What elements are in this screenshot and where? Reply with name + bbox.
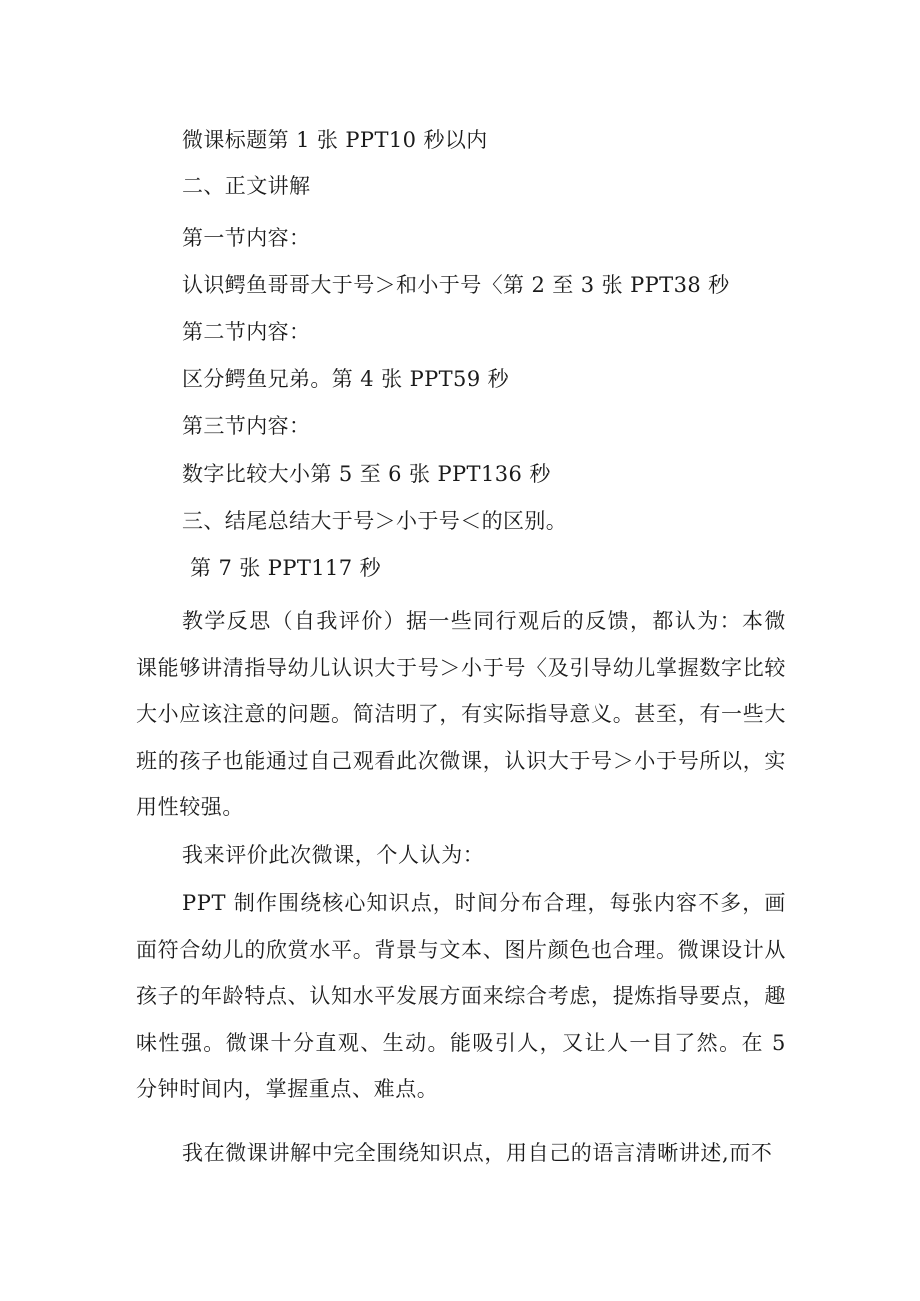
part2-label: 第二节内容： <box>182 320 311 344</box>
evaluation-intro-paragraph: 我来评价此次微课，个人认为： <box>182 843 485 867</box>
final-partial-paragraph: 我在微课讲解中完全围绕知识点，用自己的语言清晰讲述,而不 <box>182 1141 773 1165</box>
part2-text: 区分鳄鱼兄弟。第 4 张 PPT59 秒 <box>182 367 510 391</box>
part3-text: 数字比较大小第 5 至 6 张 PPT136 秒 <box>182 462 551 486</box>
section-heading: 二、正文讲解 <box>182 174 311 198</box>
ppt-evaluation-paragraph: PPT 制作围绕核心知识点，时间分布合理，每张内容不多，画面符合幼儿的欣赏水平。背景与文本、图片颜色也合理。微课设计从孩子的年龄特点、认知水平发展方面来综合考虑，提炼指导要点，趣味性强。微课十分直观、生动。能吸引人，又让人一目了然。在 5 分钟时间内，掌握重点、难点。 <box>136 891 786 1101</box>
reflection-paragraph: 教学反思（自我评价）据一些同行观后的反馈，都认为：本微课能够讲清指导幼儿认识大于号＞小于号〈及引导幼儿掌握数字比较大小应该注意的问题。简洁明了，有实际指导意义。甚至，有一些大班的孩子也能通过自己观看此次微课，认识大于号＞小于号所以，实用性较强。 <box>136 609 786 819</box>
conclusion-line: 三、结尾总结大于号＞小于号＜的区别。 <box>182 509 568 533</box>
part3-label: 第三节内容： <box>182 414 311 438</box>
conclusion-slide-line: 第 7 张 PPT117 秒 <box>190 556 382 580</box>
title-line: 微课标题第 1 张 PPT10 秒以内 <box>182 128 488 152</box>
part1-label: 第一节内容： <box>182 226 311 250</box>
part1-text: 认识鳄鱼哥哥大于号＞和小于号〈第 2 至 3 张 PPT38 秒 <box>182 273 730 297</box>
